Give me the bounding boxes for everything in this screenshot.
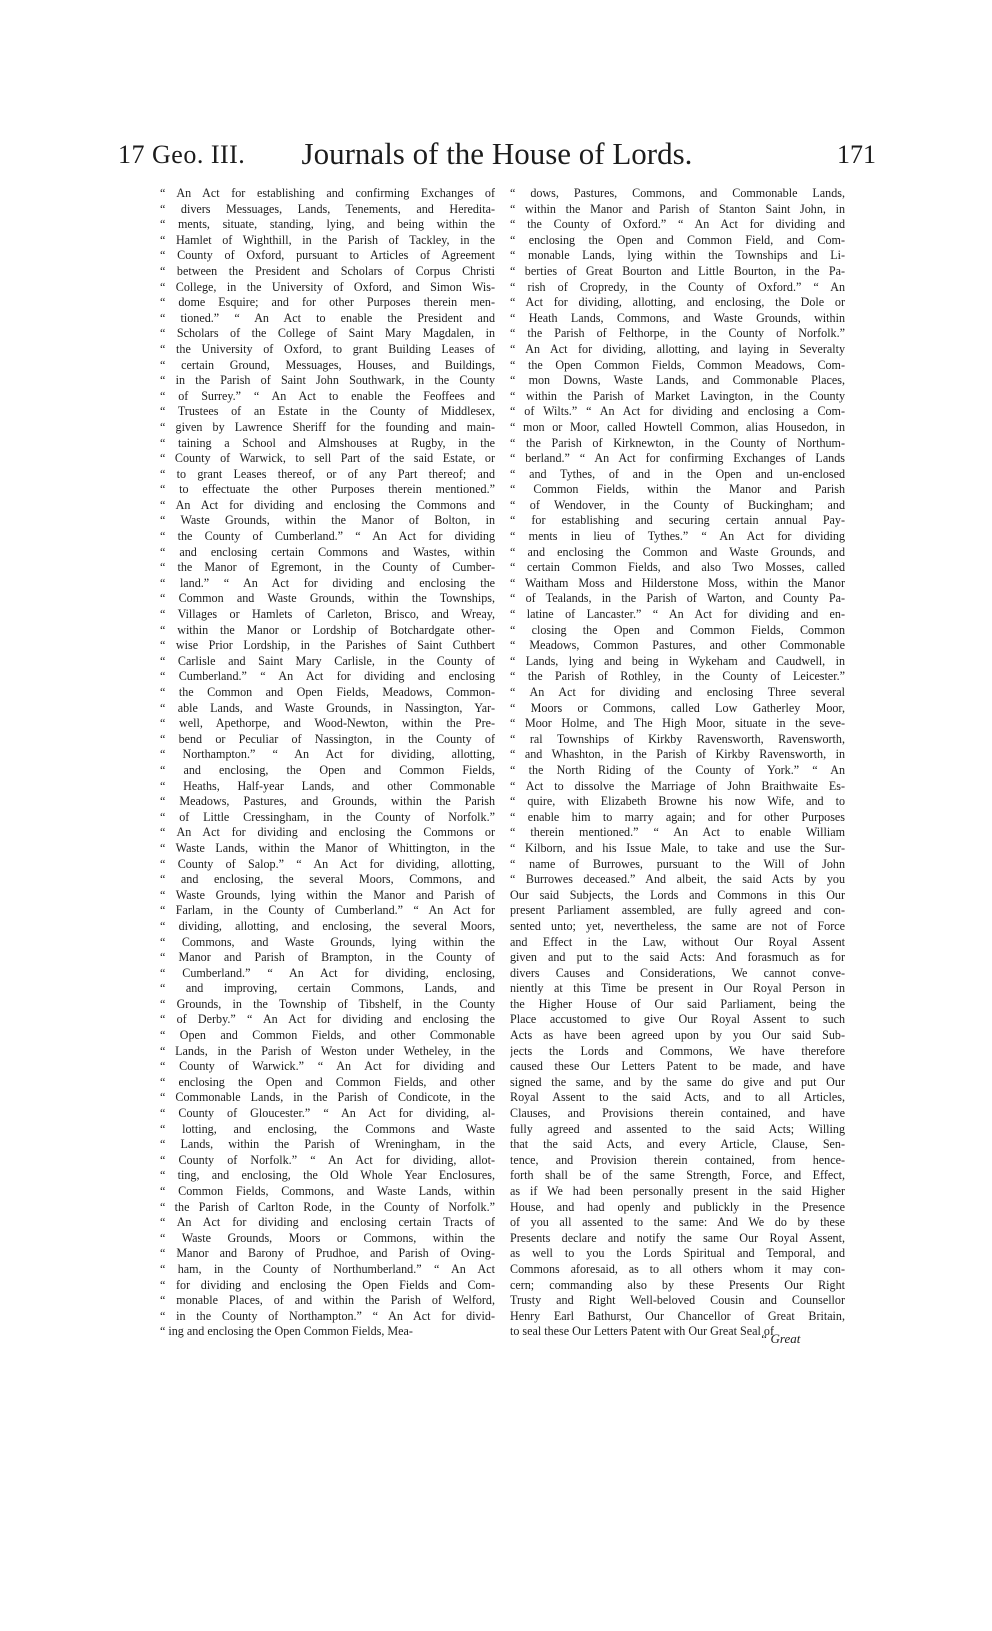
text-line: “ and Whashton, in the Parish of Kirkby Ravensworth, in: [510, 747, 845, 762]
text-line: “ the Common and Open Fields, Meadows, Common-: [160, 685, 495, 699]
text-line: “ An Act for dividing and enclosing the Commons and: [160, 497, 495, 512]
text-line: “ ham, in the County of Northumberland.” “ An Act: [160, 1261, 495, 1276]
text-line: “ Lands, within the Parish of Wreningham, in the: [160, 1137, 495, 1152]
text-line: “ dows, Pastures, Commons, and Commonable Lands,: [510, 186, 845, 200]
text-line: “ wise Prior Lordship, in the Parishes of Saint Cuthbert: [160, 638, 495, 653]
text-line: “ within the Manor and Parish of Stanton Saint John, in: [510, 201, 845, 216]
text-line: “ therein mentioned.” “ An Act to enable William: [510, 825, 845, 840]
text-line: “ berties of Great Bourton and Little Bourton, in the Pa-: [510, 263, 845, 278]
text-line: “ County of Gloucester.” “ An Act for dividing, al-: [160, 1106, 495, 1121]
text-line: cern; commanding also by these Presents Our Right: [510, 1277, 845, 1292]
text-line: to seal these Our Letters Patent with Our Great Seal of: [510, 1324, 774, 1339]
text-line: “ enclosing the Open and Common Field, and Com-: [510, 232, 845, 247]
text-line: “ County of Norfolk.” “ An Act for dividing, allot-: [160, 1152, 495, 1167]
text-line: the Higher House of Our said Parliament, being the: [510, 996, 845, 1011]
text-line: fully agreed and assented to the said Acts; Willing: [510, 1121, 845, 1136]
text-line: “ name of Burrowes, pursuant to the Will of John: [510, 856, 845, 871]
text-line: “ dividing, allotting, and enclosing, the several Moors,: [160, 918, 495, 933]
text-line: as well to you the Lords Spiritual and Temporal, and: [510, 1246, 845, 1261]
text-line: “ ral Townships of Kirkby Ravensworth, Ravensworth,: [510, 731, 845, 746]
text-line: Commons aforesaid, as to all others whom it may con-: [510, 1261, 845, 1276]
text-line: Royal Assent to the said Acts, and to all Articles,: [510, 1090, 845, 1105]
text-line: “ Carlisle and Saint Mary Carlisle, in the County of: [160, 653, 495, 668]
text-line: “ and improving, certain Commons, Lands, and: [160, 981, 495, 996]
text-line: Our said Subjects, the Lords and Commons in this Our: [510, 887, 845, 902]
text-line: “ Moor Holme, and The High Moor, situate in the seve-: [510, 716, 845, 731]
text-line: Henry Earl Bathurst, Our Chancellor of Great Britain,: [510, 1308, 845, 1323]
text-line: “ Commons, and Waste Grounds, lying within the: [160, 934, 495, 949]
text-line: “ enable him to marry again; and for other Purposes: [510, 809, 845, 824]
text-line: “ An Act for establishing and confirming Exchanges of: [160, 186, 495, 200]
text-line: “ ments, situate, standing, lying, and being within the: [160, 217, 495, 232]
text-line: House, and had openly and publickly in the Presence: [510, 1199, 845, 1214]
text-line: “ bend or Peculiar of Nassington, in the County of: [160, 731, 495, 746]
text-line: “ County of Warwick.” “ An Act for dividing and: [160, 1059, 495, 1074]
text-line: “ the Parish of Kirknewton, in the County of Northum-: [510, 435, 845, 450]
text-line: “ Burrowes deceased.” And albeit, the said Acts by you: [510, 872, 845, 887]
text-line: “ and Tythes, of and in the Open and un-enclosed: [510, 466, 845, 481]
text-line: “ ing and enclosing the Open Common Fields, Mea-: [160, 1324, 413, 1339]
text-line: “ within the Manor or Lordship of Botchardgate other-: [160, 622, 495, 637]
text-line: “ well, Apethorpe, and Wood-Newton, within the Pre-: [160, 716, 495, 731]
text-line: “ Open and Common Fields, and other Commonable: [160, 1028, 495, 1043]
left-column: [160, 186, 495, 1340]
text-line: “ mon Downs, Waste Lands, and Commonable Places,: [510, 373, 845, 388]
text-line: niently at this Time be present in Our Royal Person in: [510, 981, 845, 996]
text-line: Trusty and Right Well-beloved Cousin and Counsellor: [510, 1293, 845, 1308]
text-line: “ Waste Grounds, lying within the Manor and Parish of: [160, 887, 495, 902]
text-line: and Effect in the Law, without Our Royal Assent: [510, 934, 845, 949]
text-line: “ Common Fields, within the Manor and Parish: [510, 482, 845, 497]
text-line: “ Heath Lands, Commons, and Waste Grounds, within: [510, 310, 845, 325]
text-line: tence, and Provision therein contained, from hence-: [510, 1152, 845, 1167]
page-number: 171: [837, 140, 876, 169]
text-line: “ between the President and Scholars of Corpus Christi: [160, 263, 495, 278]
text-line: “ Common and Waste Grounds, within the Townships,: [160, 591, 495, 606]
text-line: Clauses, and Provisions therein contained, and have: [510, 1106, 845, 1121]
text-line: “ divers Messuages, Lands, Tenements, and Heredita-: [160, 201, 495, 216]
catchword: “ Great: [760, 1331, 801, 1346]
text-line: “ An Act for dividing, allotting, and laying in Severalty: [510, 341, 845, 356]
text-line: Presents declare and notify the same Our Royal Assent,: [510, 1230, 845, 1245]
text-line: signed the same, and by the same do give and put Our: [510, 1074, 845, 1089]
text-line: “ of Derby.” “ An Act for dividing and enclosing the: [160, 1012, 495, 1027]
text-line: “ in the Parish of Saint John Southwark, in the County: [160, 373, 495, 388]
text-line: “ land.” “ An Act for dividing and enclosing the: [160, 575, 495, 590]
text-line: “ of Wendover, in the County of Buckingham; and: [510, 497, 845, 512]
text-line: present Parliament assembled, are fully agreed and con-: [510, 903, 845, 918]
text-line: “ and enclosing certain Commons and Wastes, within: [160, 544, 495, 559]
text-line: “ the Parish of Carlton Rode, in the County of Norfolk.”: [160, 1199, 495, 1214]
text-line: “ the Manor of Egremont, in the County of Cumber-: [160, 560, 495, 575]
text-line: “ quire, with Elizabeth Browne his now Wife, and to: [510, 794, 845, 809]
text-line: “ the North Riding of the County of York.” “ An: [510, 762, 845, 777]
text-line: “ Cumberland.” “ An Act for dividing and enclosing: [160, 669, 495, 684]
text-line: “ the Parish of Rothley, in the County of Leicester.”: [510, 669, 845, 684]
text-line: “ Common Fields, Commons, and Waste Lands, within: [160, 1184, 495, 1198]
text-line: “ ting, and enclosing, the Old Whole Year Enclosures,: [160, 1168, 495, 1183]
text-line: “ the County of Cumberland.” “ An Act for dividing: [160, 529, 495, 544]
text-line: “ monable Places, of and within the Parish of Welford,: [160, 1293, 495, 1308]
text-line: “ berland.” “ An Act for confirming Exchanges of Lands: [510, 451, 845, 466]
journal-title: Journals of the House of Lords.: [301, 136, 693, 171]
text-line: “ Cumberland.” “ An Act for dividing, enclosing,: [160, 965, 495, 980]
text-line: “ Act to dissolve the Marriage of John Braithwaite Es-: [510, 778, 845, 793]
text-line: “ of Tealands, in the Parish of Warton, and County Pa-: [510, 591, 845, 606]
text-line: “ An Act for dividing and enclosing the Commons or: [160, 825, 495, 840]
text-line: “ of Surrey.” “ An Act to enable the Feoffees and: [160, 388, 495, 403]
text-line: “ certain Ground, Messuages, Houses, and Buildings,: [160, 357, 495, 372]
text-line: “ mon or Moor, called Howtell Common, alias Housedon, in: [510, 419, 845, 434]
text-line: “ Act for dividing, allotting, and enclosing, the Dole or: [510, 295, 845, 310]
text-line: “ Manor and Barony of Prudhoe, and Parish of Oving-: [160, 1246, 495, 1261]
text-line: sented unto; yet, nevertheless, the same are not of Force: [510, 918, 845, 933]
text-line: “ Moors or Commons, called Low Gatherley Moor,: [510, 700, 845, 715]
text-line: “ within the Parish of Market Lavington, in the County: [510, 388, 845, 403]
right-column: [510, 186, 845, 1340]
text-line: “ to effectuate the other Purposes therein mentioned.”: [160, 482, 495, 497]
text-line: “ Scholars of the College of Saint Mary Magdalen, in: [160, 326, 495, 341]
text-line: “ lotting, and enclosing, the Commons and Waste: [160, 1121, 495, 1136]
text-line: “ for dividing and enclosing the Open Fields and Com-: [160, 1277, 495, 1292]
text-line: caused these Our Letters Patent to be made, and have: [510, 1059, 845, 1074]
text-line: “ ments in lieu of Tythes.” “ An Act for dividing: [510, 529, 845, 544]
text-line: “ Waitham Moss and Hilderstone Moss, within the Manor: [510, 575, 845, 590]
text-line: “ and enclosing the Common and Waste Grounds, and: [510, 544, 845, 559]
text-line: “ County of Salop.” “ An Act for dividing, allotting,: [160, 856, 495, 871]
text-line: divers Causes and Considerations, We cannot conve-: [510, 965, 845, 980]
text-line: “ Meadows, Common Pastures, and other Commonable: [510, 638, 845, 653]
text-line: “ the Parish of Felthorpe, in the County of Norfolk.”: [510, 326, 845, 341]
text-line: “ able Lands, and Waste Grounds, in Nassington, Yar-: [160, 700, 495, 715]
page-header: [118, 136, 876, 184]
text-line: “ Lands, lying and being in Wykeham and Caudwell, in: [510, 653, 845, 668]
text-line: “ An Act for dividing and enclosing certain Tracts of: [160, 1215, 495, 1230]
text-line: Acts as have been agreed upon by you Our said Sub-: [510, 1028, 845, 1043]
text-line: “ Waste Grounds, within the Manor of Bolton, in: [160, 513, 495, 528]
text-line: “ Grounds, in the Township of Tibshelf, in the County: [160, 996, 495, 1011]
text-line: “ County of Oxford, pursuant to Articles of Agreement: [160, 248, 495, 263]
text-line: “ taining a School and Almshouses at Rugby, in the: [160, 435, 495, 450]
text-line: “ to grant Leases thereof, or of any Part thereof; and: [160, 466, 495, 481]
text-line: “ Meadows, Pastures, and Grounds, within the Parish: [160, 794, 495, 809]
text-line: “ and enclosing, the several Moors, Commons, and: [160, 872, 495, 887]
text-line: “ Villages or Hamlets of Carleton, Brisco, and Wreay,: [160, 607, 495, 622]
text-line: “ tioned.” “ An Act to enable the President and: [160, 310, 495, 325]
text-line: “ rish of Cropredy, in the County of Oxford.” “ An: [510, 279, 845, 294]
text-line: “ College, in the University of Oxford, and Simon Wis-: [160, 279, 495, 294]
text-line: “ latine of Lancaster.” “ An Act for dividing and en-: [510, 607, 845, 622]
text-line: Place accustomed to give Our Royal Assent to such: [510, 1012, 845, 1027]
text-line: “ Hamlet of Wighthill, in the Parish of Tackley, in the: [160, 232, 495, 247]
text-line: “ in the County of Northampton.” “ An Act for divid-: [160, 1308, 495, 1323]
text-line: “ Northampton.” “ An Act for dividing, allotting,: [160, 747, 495, 762]
text-line: “ closing the Open and Common Fields, Common: [510, 622, 845, 637]
text-line: forth shall be of the same Strength, Force, and Effect,: [510, 1168, 845, 1183]
regnal-year: 17 Geo. III.: [118, 140, 246, 169]
text-line: “ Waste Lands, within the Manor of Whittington, in the: [160, 840, 495, 855]
text-line: “ Trustees of an Estate in the County of Middlesex,: [160, 404, 495, 419]
text-line: “ Kilborn, and his Issue Male, to take and use the Sur-: [510, 840, 845, 855]
text-line: “ Heaths, Half-year Lands, and other Commonable: [160, 778, 495, 793]
text-line: given and put to the said Acts: And forasmuch as for: [510, 950, 845, 965]
text-line: “ the County of Oxford.” “ An Act for dividing and: [510, 217, 845, 232]
text-line: that the said Acts, and every Article, Clause, Sen-: [510, 1137, 845, 1152]
text-line: “ Commonable Lands, in the Parish of Condicote, in the: [160, 1090, 495, 1105]
text-line: “ An Act for dividing and enclosing Three several: [510, 685, 845, 699]
text-line: jects the Lords and Commons, We have therefore: [510, 1043, 845, 1058]
text-line: “ of Wilts.” “ An Act for dividing and enclosing a Com-: [510, 404, 845, 419]
text-line: “ the Open Common Fields, Common Meadows, Com-: [510, 357, 845, 372]
text-line: “ monable Lands, lying within the Townships and Li-: [510, 248, 845, 263]
text-line: “ Farlam, in the County of Cumberland.” “ An Act for: [160, 903, 495, 918]
text-line: “ given by Lawrence Sheriff for the founding and main-: [160, 419, 495, 434]
text-line: “ Lands, in the Parish of Weston under Wetheley, in the: [160, 1043, 495, 1058]
text-line: “ for establishing and securing certain annual Pay-: [510, 513, 845, 528]
text-line: “ County of Warwick, to sell Part of the said Estate, or: [160, 451, 495, 466]
text-line: “ and enclosing, the Open and Common Fields,: [160, 762, 495, 777]
text-line: of you all assented to the same: And We do by these: [510, 1215, 845, 1230]
text-line: “ of Little Cressingham, in the County of Norfolk.”: [160, 809, 495, 824]
text-line: “ certain Common Fields, and also Two Mosses, called: [510, 560, 845, 575]
text-line: “ Manor and Parish of Brampton, in the County of: [160, 950, 495, 965]
text-line: “ dome Esquire; and for other Purposes therein men-: [160, 295, 495, 310]
text-line: “ the University of Oxford, to grant Building Leases of: [160, 341, 495, 356]
text-line: “ enclosing the Open and Common Fields, and other: [160, 1074, 495, 1089]
text-line: as if We had been personally present in the said Higher: [510, 1184, 845, 1198]
text-line: “ Waste Grounds, Moors or Commons, within the: [160, 1230, 495, 1245]
